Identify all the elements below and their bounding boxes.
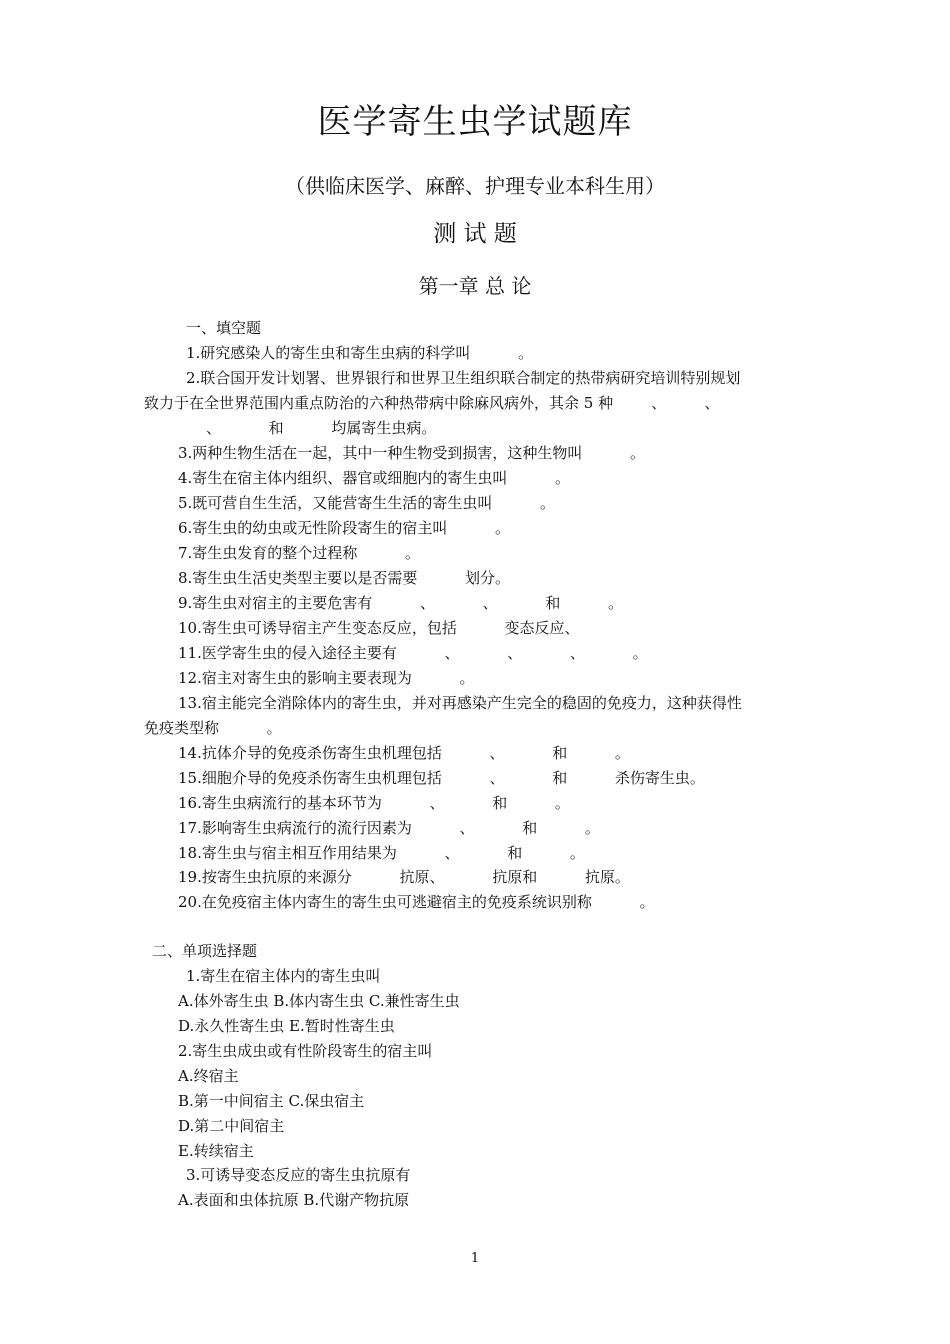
option-line: D.永久性寄生虫 E.暂时性寄生虫 — [178, 1017, 395, 1035]
question-line: 免疫类型称 。 — [144, 719, 282, 737]
question-line: 6.寄生虫的幼虫或无性阶段寄生的宿主叫 。 — [178, 519, 510, 537]
question-line: 、 和 均属寄生虫病。 — [206, 419, 437, 437]
question-line: 20.在免疫宿主体内寄生的寄生虫可逃避宿主的免疫系统识别称 。 — [178, 893, 655, 911]
question-line: 17.影响寄生虫病流行的流行因素为 、 和 。 — [178, 819, 600, 837]
question-line: 12.宿主对寄生虫的影响主要表现为 。 — [178, 669, 475, 687]
question-line: 16.寄生虫病流行的基本环节为 、 和 。 — [178, 794, 570, 812]
question-line: 13.宿主能完全消除体内的寄生虫，并对再感染产生完全的稳固的免疫力，这种获得性 — [178, 694, 742, 712]
question-line: 18.寄生虫与宿主相互作用结果为 、 和 。 — [178, 844, 585, 862]
page-number: 1 — [470, 1251, 480, 1266]
question-line: 8.寄生虫生活史类型主要以是否需要 划分。 — [178, 569, 510, 587]
question-line: 9.寄生虫对宿主的主要危害有 、 、 和 。 — [178, 594, 624, 612]
option-line: A.终宿主 — [178, 1067, 239, 1085]
option-line: B.第一中间宿主 C.保虫宿主 — [178, 1092, 365, 1110]
option-line: A.体外寄生虫 B.体内寄生虫 C.兼性寄生虫 — [178, 992, 460, 1010]
question-line: 2.寄生虫成虫或有性阶段寄生的宿主叫 — [178, 1042, 433, 1060]
question-line: 1.寄生在宿主体内的寄生虫叫 — [186, 967, 381, 985]
question-line: 15.细胞介导的免疫杀伤寄生虫机理包括 、 和 杀伤寄生虫。 — [178, 769, 705, 787]
section-label: 测 试 题 — [433, 221, 517, 247]
question-line: 14.抗体介导的免疫杀伤寄生虫机理包括 、 和 。 — [178, 744, 630, 762]
question-line: 2.联合国开发计划署、世界银行和世界卫生组织联合制定的热带病研究培训特别规划 — [186, 369, 741, 387]
question-line: 11.医学寄生虫的侵入途径主要有 、 、 、 。 — [178, 644, 648, 662]
option-line: D.第二中间宿主 — [178, 1117, 285, 1135]
question-line: 10.寄生虫可诱导宿主产生变态反应，包括 变态反应、 — [178, 619, 580, 637]
option-line: A.表面和虫体抗原 B.代谢产物抗原 — [178, 1191, 410, 1209]
question-line: 致力于在全世界范围内重点防治的六种热带病中除麻风病外，其余 5 种 、 、 — [144, 394, 720, 412]
fill-blank-heading: 一、填空题 — [186, 319, 262, 337]
question-line: 1.研究感染人的寄生虫和寄生虫病的科学叫 。 — [186, 344, 533, 362]
chapter-heading: 第一章 总 论 — [418, 274, 532, 298]
question-line: 4.寄生在宿主体内组织、器官或细胞内的寄生虫叫 。 — [178, 469, 570, 487]
document-title: 医学寄生虫学试题库 — [317, 102, 633, 142]
question-line: 3.可诱导变态反应的寄生虫抗原有 — [186, 1166, 411, 1184]
choice-heading: 二、单项选择题 — [152, 942, 258, 960]
question-line: 5.既可营自生生活，又能营寄生生活的寄生虫叫 。 — [178, 494, 555, 512]
option-line: E.转续宿主 — [178, 1142, 254, 1160]
question-line: 19.按寄生虫抗原的来源分 抗原、 抗原和 抗原。 — [178, 868, 630, 886]
question-line: 3.两种生物生活在一起，其中一种生物受到损害，这种生物叫 。 — [178, 444, 645, 462]
document-subtitle: （供临床医学、麻醉、护理专业本科生用） — [285, 174, 665, 198]
question-line: 7.寄生虫发育的整个过程称 。 — [178, 544, 420, 562]
